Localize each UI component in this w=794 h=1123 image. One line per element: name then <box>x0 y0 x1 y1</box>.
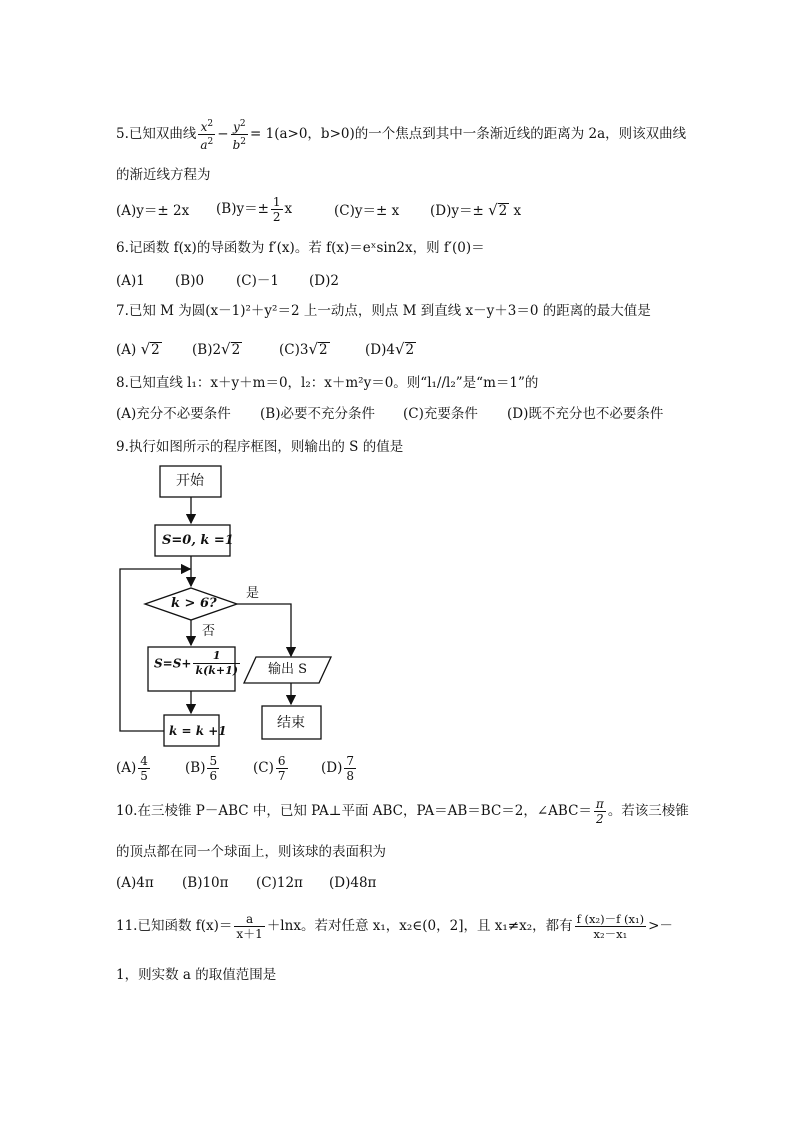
q7-option-b: (B)2√2 <box>192 340 241 358</box>
q7-option-d: (D)4√2 <box>365 340 415 358</box>
q7-option-a: (A) √2 <box>116 340 160 358</box>
q10-line1: 10.在三棱锥 P－ABC 中，已知 PA⊥平面 ABC，PA＝AB＝BC＝2，∠ABC＝ $\frac{\pi}{2}$ 。若该三棱锥 <box>116 797 689 826</box>
q6-option-c: (C)－1 <box>236 273 279 289</box>
q6-text: 6.记函数 f(x)的导函数为 f′(x)。若 f(x)＝eˣsin2x，则 f′(0)＝ <box>116 240 485 256</box>
flow-init-label: S=0, k =1 <box>162 533 234 548</box>
flow-condition-label: k > 6? <box>171 596 217 611</box>
q8-option-b: (B)必要不充分条件 <box>260 406 375 422</box>
q6-option-a: (A)1 <box>116 273 145 289</box>
q8-option-d: (D)既不充分也不必要条件 <box>507 406 664 422</box>
q9-option-a: (A) $\frac{4}{5}$ <box>116 754 148 783</box>
flow-end-label: 结束 <box>277 715 305 731</box>
q11-line2: 1，则实数 a 的取值范围是 <box>116 967 277 983</box>
q9-option-c: (C) $\frac{6}{7}$ <box>253 754 286 783</box>
q10-option-a: (A)4π <box>116 875 154 891</box>
q5-option-c: (C)y＝± x <box>334 203 400 219</box>
q5-option-b: (B)y＝± $\frac{1}{2}$ x <box>216 195 293 224</box>
q7-text: 7.已知 M 为圆(x－1)²＋y²＝2 上一动点，则点 M 到直线 x－y＋3＝0 的距离的最大值是 <box>116 303 651 319</box>
q10-option-d: (D)48π <box>329 875 377 891</box>
flow-start-label: 开始 <box>176 473 204 489</box>
q5-frac-x: $\frac{x^2}{a^2}$ <box>200 119 214 152</box>
q9-option-d: (D) $\frac{7}{8}$ <box>321 754 354 783</box>
q10-option-b: (B)10π <box>182 875 229 891</box>
q11-line1: 11.已知函数 f(x)＝ $\frac{a}{x+1}$ ＋lnx。若对任意 x₁，x₂∈(0，2]，且 x₁≠x₂，都有 $\frac{\text{f (x₂)－f (x₁)}}{\text{x₂－x₁}}$ >－ <box>116 912 673 941</box>
q8-option-a: (A)充分不必要条件 <box>116 406 231 422</box>
q9-text: 9.执行如图所示的程序框图，则输出的 S 的值是 <box>116 439 404 455</box>
q5-option-a: (A)y＝± 2x <box>116 203 190 219</box>
q7-option-c: (C)3√2 <box>279 340 328 358</box>
flow-yes-label: 是 <box>246 586 260 601</box>
q10-line2: 的顶点都在同一个球面上，则该球的表面积为 <box>116 844 386 860</box>
flow-update-label: S=S+ $\frac{1}{k(k+1)}$ <box>154 649 238 677</box>
q5-line2: 的渐近线方程为 <box>116 167 211 183</box>
q5-prefix: 5.已知双曲线 <box>116 126 197 142</box>
q6-option-d: (D)2 <box>309 273 339 289</box>
q10-option-c: (C)12π <box>256 875 303 891</box>
q8-option-c: (C)充要条件 <box>403 406 478 422</box>
flow-increment-label: k = k +1 <box>169 724 227 738</box>
q5-suffix: = 1(a>0，b>0)的一个焦点到其中一条渐近线的距离为 2a，则该双曲线 <box>250 126 687 142</box>
q8-text: 8.已知直线 l₁：x＋y＋m＝0，l₂：x＋m²y＝0。则“l₁//l₂”是“m＝1”的 <box>116 375 539 391</box>
q5-line1 <box>116 117 686 152</box>
flow-no-label: 否 <box>202 624 216 639</box>
q9-option-b: (B) $\frac{5}{6}$ <box>185 754 218 783</box>
q6-option-b: (B)0 <box>175 273 205 289</box>
flow-output-label: 输出 S <box>268 662 308 677</box>
q5-option-d: (D)y＝± √2 x <box>430 201 522 219</box>
q5-minus: − <box>217 126 229 142</box>
q5-frac-y: $\frac{y^2}{b^2}$ <box>232 119 247 152</box>
